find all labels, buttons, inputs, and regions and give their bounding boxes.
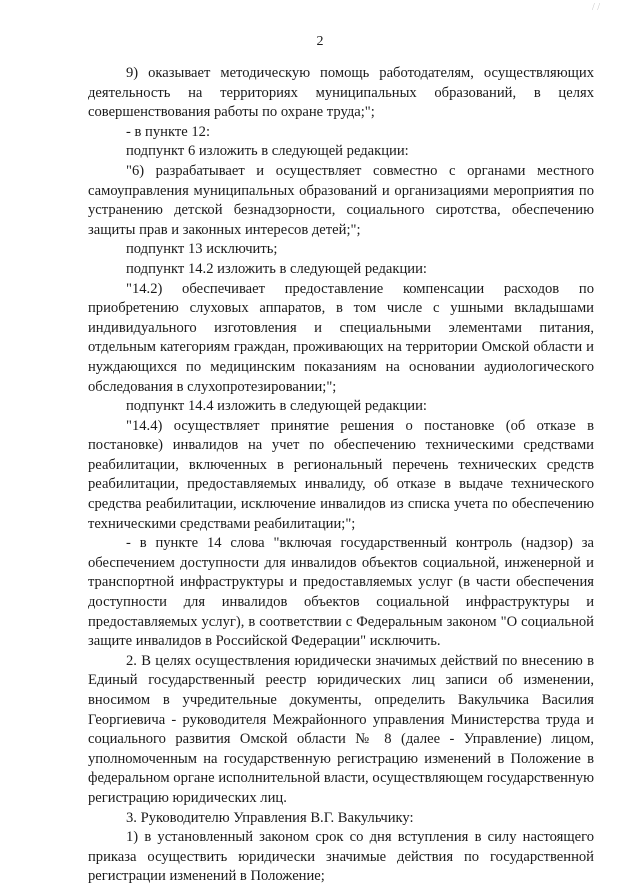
paragraph-subpoint-6-text: "6) разрабатывает и осуществляет совместно с органами местного самоуправления муниципальных образований и организациями мероприятия по устранению детской безнадзорности, социального сиротства, обеспечению защиты прав и законных интересов детей;"; [88,162,594,238]
paragraph-subpoint-14-4-intro: подпункт 14.4 изложить в следующей редакции: [126,398,427,415]
paragraph-subpoint-13: подпункт 13 исключить; [126,241,278,258]
paragraph-subpoint-6-intro: подпункт 6 изложить в следующей редакции: [126,143,409,160]
corner-mark: / / [591,2,600,13]
paragraph-section-3: 3. Руководителю Управления В.Г. Вакульчику: [126,809,414,826]
paragraph-item-9: 9) оказывает методическую помощь работодателям, осуществляющих деятельность на территориях муниципальных образований, в целях совершенствования работы по охране труда;"; [88,65,594,121]
paragraph-subpoint-14-4-text: "14.4) осуществляет принятие решения о постановке (об отказе в постановке) инвалидов на учет по обеспечению техническими средствами реабилитации, включенных в региональный перечень технических средств реабилитации, предоставляемых инвалиду, об отказе в выдаче технического средства реабилитации, исключение инвалидов из списка учета по обеспечению техническими средствами реабилитации;"; [88,417,594,532]
paragraph-subpoint-14-2-intro: подпункт 14.2 изложить в следующей редакции: [126,260,427,277]
paragraph-subpoint-14-2-text: "14.2) обеспечивает предоставление компенсации расходов по приобретению слуховых аппаратов, в том числе с ушными вкладышами индивидуального изготовления и специальными элементами питания, отдельным категориям граждан, проживающих на территории Омской области и нуждающихся по медицинским показаниям на основании аудиологического обследования в слухопротезировании;"; [88,280,594,395]
paragraph-section-2: 2. В целях осуществления юридически значимых действий по внесению в Единый государственный реестр юридических лиц записи об изменении, вносимом в учредительные документы, определить Вакульчика Василия Георгиевича - руководителя Межрайонного управления Министерства труда и социального развития Омской области № 8 (далее - Управление) лицом, уполномоченным на государственную регистрацию изменений в Положение в федеральном органе исполнительной власти, осуществляющем государственную регистрацию юридических лиц. [88,652,594,806]
paragraph-point-12: - в пункте 12: [126,123,211,140]
paragraph-section-3-item-1: 1) в установленный законом срок со дня вступления в силу настоящего приказа осуществить юридически значимые действия по государственной регистрации изменений в Положение; [88,829,594,885]
paragraph-point-14: - в пункте 14 слова "включая государственный контроль (надзор) за обеспечением доступности для инвалидов объектов социальной, инженерной и транспортной инфраструктуры и предоставляемых услуг (в части обеспечения доступности для инвалидов объектов социальной инфраструктуры и предоставляемых услуг), в соответствии с Федеральным законом "О социальной защите инвалидов в Российской Федерации" исключить. [88,535,594,650]
page-number: 2 [316,34,324,49]
document-body [88,64,594,887]
